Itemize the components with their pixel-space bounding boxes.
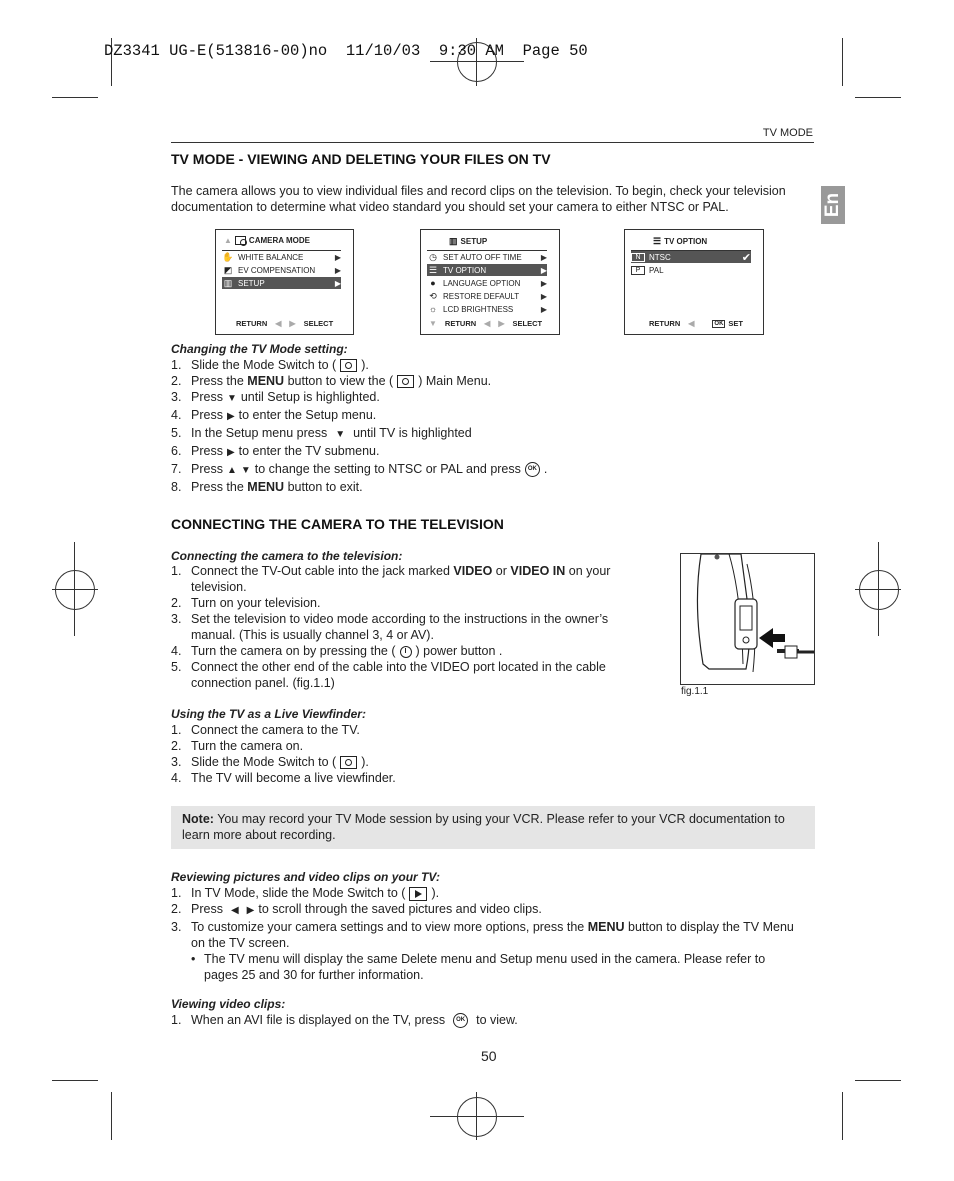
- setup-icon: ▥: [223, 277, 233, 288]
- subheading-connecting: Connecting the camera to the television:: [171, 549, 403, 563]
- right-arrow-icon: ▶: [540, 278, 547, 288]
- list-item: 3. Slide the Mode Switch to ( ).: [171, 755, 369, 769]
- left-arrow-icon: ◀: [688, 319, 695, 328]
- connecting-steps: [171, 563, 641, 691]
- screen-footer: ▼ RETURN ◀ ▶ SELECT: [429, 319, 543, 328]
- screen-title: ☰ TV OPTION: [653, 236, 708, 246]
- language-icon: ●: [430, 278, 436, 288]
- down-arrow-icon: ▼: [335, 429, 346, 440]
- change-mode-steps: [171, 357, 771, 495]
- screen-footer: RETURN ◀ OK SET: [649, 319, 743, 328]
- white-balance-icon: ✋: [222, 251, 234, 262]
- list-item: 5. Connect the other end of the cable into the VIDEO port located in the cable connection panel. (fig.1.1): [171, 660, 606, 690]
- registration-mark-right: [859, 570, 899, 610]
- note-box: [171, 806, 815, 849]
- clock-icon: ◷: [429, 251, 437, 262]
- section-title-tv-mode: TV MODE - VIEWING AND DELETING YOUR FILES ON TV: [171, 151, 551, 167]
- screen-footer: RETURN ◀ ▶ SELECT: [236, 319, 334, 328]
- language-tab-label: En: [822, 192, 843, 218]
- right-arrow-icon: ▶: [226, 411, 235, 422]
- right-arrow-icon: ▶: [540, 291, 547, 301]
- registration-line: [878, 542, 879, 636]
- registration-line: [430, 1116, 524, 1117]
- menu-item-restore-default[interactable]: ⟲ RESTORE DEFAULT ▶: [427, 290, 547, 302]
- list-item: 4. Turn the camera on by pressing the ( ) power button .: [171, 644, 503, 658]
- subheading-change-mode: Changing the TV Mode setting:: [171, 342, 348, 356]
- list-item: 3. Set the television to video mode according to the instructions in the owner’s manual. (This is usually channel 3, 4 or AV).: [171, 612, 609, 642]
- camera-icon: [235, 236, 246, 245]
- tv-option-icon: ☰: [653, 236, 662, 246]
- right-arrow-icon: ▶: [498, 319, 505, 328]
- list-item: 8. Press the MENU button to exit.: [171, 480, 363, 494]
- camera-mode-screen: [215, 229, 354, 335]
- subheading-viewfinder: Using the TV as a Live Viewfinder:: [171, 707, 366, 721]
- list-item: 4. Press ▶ to enter the Setup menu.: [171, 408, 377, 422]
- list-item: 1. In TV Mode, slide the Mode Switch to ( ).: [171, 886, 440, 900]
- menu-item-ntsc[interactable]: N NTSC ✔: [631, 251, 751, 263]
- viewfinder-steps: [171, 722, 641, 786]
- header-rule: [171, 142, 814, 143]
- registration-line: [52, 589, 98, 590]
- ev-icon: ◩: [223, 264, 233, 275]
- list-item: 1. Connect the camera to the TV.: [171, 723, 360, 737]
- note-label: Note:: [182, 812, 214, 826]
- list-item: 3. To customize your camera settings and to view more options, press the MENU button to display the TV Menu on the TV screen.: [171, 920, 794, 950]
- right-arrow-icon: ▶: [246, 905, 255, 916]
- figure-caption: fig.1.1: [681, 686, 709, 697]
- list-item: 2. Turn the camera on.: [171, 739, 304, 753]
- list-item: 2. Press the MENU button to view the ( ) Main Menu.: [171, 374, 492, 388]
- pal-icon: P: [631, 266, 645, 275]
- crop-mark-tr-h: [855, 97, 901, 98]
- registration-mark-left: [55, 570, 95, 610]
- menu-item-tv-option[interactable]: ☰ TV OPTION ▶: [428, 264, 547, 275]
- left-arrow-icon: ◀: [230, 905, 239, 916]
- ok-icon: OK: [714, 320, 724, 327]
- registration-line: [74, 542, 75, 636]
- down-arrow-icon: ▼: [240, 465, 251, 476]
- screen-title: ▥ SETUP: [449, 236, 488, 246]
- screen-title: ▲ CAMERA MODE: [224, 236, 310, 245]
- right-arrow-icon: ▶: [540, 265, 547, 275]
- crop-mark-tr-v: [842, 38, 843, 86]
- left-arrow-icon: ◀: [484, 319, 491, 328]
- tv-option-icon: ☰: [428, 264, 438, 275]
- list-item: 1. When an AVI file is displayed on the TV, press OK to view.: [171, 1013, 518, 1027]
- down-arrow-icon: ▼: [226, 393, 237, 404]
- list-item: • The TV menu will display the same Delete menu and Setup menu used in the camera. Please refer to pages 25 and 30 for further information.: [191, 952, 766, 982]
- list-item: 1. Connect the TV-Out cable into the jack marked VIDEO or VIDEO IN on your television.: [171, 564, 611, 594]
- crop-mark-bl-v: [111, 1092, 112, 1140]
- video-steps: [171, 1012, 771, 1028]
- list-item: 5. In the Setup menu press ▼ until TV is highlighted: [171, 426, 472, 440]
- registration-mark-bottom: [457, 1097, 497, 1137]
- left-arrow-icon: ◀: [275, 319, 282, 328]
- menu-item-lcd-brightness[interactable]: ☼ LCD BRIGHTNESS ▶: [428, 304, 547, 314]
- list-item: 4. The TV will become a live viewfinder.: [171, 771, 396, 785]
- right-arrow-icon: ▶: [334, 265, 341, 275]
- setup-icon: ▥: [449, 236, 458, 246]
- up-arrow-icon: ▲: [224, 236, 232, 245]
- figure-camera-connection: [680, 553, 815, 685]
- list-item: 2. Press ◀ ▶ to scroll through the saved pictures and video clips.: [171, 902, 542, 916]
- note-text: You may record your TV Mode session by using your VCR. Please refer to your VCR documentation to learn more about recording.: [182, 812, 785, 842]
- restore-icon: ⟲: [429, 290, 437, 301]
- section-title-connecting: CONNECTING THE CAMERA TO THE TELEVISION: [171, 516, 504, 532]
- menu-item-language[interactable]: ● LANGUAGE OPTION ▶: [427, 277, 547, 289]
- ok-button-icon: OK: [453, 1013, 468, 1028]
- crop-mark-br-v: [842, 1092, 843, 1140]
- menu-item-ev-compensation[interactable]: ◩ EV COMPENSATION ▶: [223, 264, 341, 275]
- playback-icon: [409, 887, 427, 901]
- power-icon: [400, 646, 412, 658]
- subheading-video: Viewing video clips:: [171, 997, 286, 1011]
- menu-item-pal[interactable]: P PAL: [631, 264, 751, 276]
- menu-item-white-balance[interactable]: ✋ WHITE BALANCE ▶: [222, 251, 341, 262]
- right-arrow-icon: ▶: [540, 252, 547, 262]
- camera-icon: [340, 359, 357, 372]
- list-item: 7. Press ▲ ▼ to change the setting to NTSC or PAL and press OK .: [171, 462, 548, 476]
- reviewing-steps: [171, 885, 796, 983]
- camera-icon: [397, 375, 414, 388]
- list-item: 6. Press ▶ to enter the TV submenu.: [171, 444, 380, 458]
- running-header: TV MODE: [762, 127, 813, 139]
- language-tab: [821, 186, 845, 224]
- up-arrow-icon: ▲: [226, 465, 237, 476]
- subheading-reviewing: Reviewing pictures and video clips on your TV:: [171, 870, 440, 884]
- checkmark-icon: ✔: [741, 251, 751, 264]
- ntsc-icon: N: [631, 253, 645, 262]
- right-arrow-icon: ▶: [334, 252, 341, 262]
- setup-screen: [420, 229, 560, 335]
- ok-button-icon: OK: [525, 462, 540, 477]
- right-arrow-icon: ▶: [540, 304, 547, 314]
- camera-icon: [340, 756, 357, 769]
- right-arrow-icon: ▶: [289, 319, 296, 328]
- camera-cable-illustration: [681, 554, 814, 684]
- registration-line: [430, 61, 524, 62]
- registration-line: [476, 1092, 477, 1140]
- list-item: 2. Turn on your television.: [171, 596, 321, 610]
- brightness-icon: ☼: [428, 304, 438, 314]
- right-arrow-icon: ▶: [334, 278, 341, 288]
- crop-mark-tl-h: [52, 97, 98, 98]
- menu-item-auto-off[interactable]: ◷ SET AUTO OFF TIME ▶: [427, 251, 547, 263]
- intro-paragraph: The camera allows you to view individual files and record clips on the television. To begin, check your television documentation to determine what video standard you should set your camera to either NTSC or PAL.: [171, 184, 786, 214]
- print-slug: DZ3341 UG-E(513816-00)no 11/10/03 9:30 AM Page 50: [104, 42, 588, 60]
- list-item: 3. Press ▼ until Setup is highlighted.: [171, 390, 380, 404]
- down-arrow-icon: ▼: [429, 319, 437, 328]
- page-number: 50: [481, 1048, 497, 1064]
- menu-item-setup[interactable]: ▥ SETUP ▶: [223, 277, 341, 288]
- crop-mark-bl-h: [52, 1080, 98, 1081]
- right-arrow-icon: ▶: [226, 447, 235, 458]
- tv-option-screen: [624, 229, 764, 335]
- crop-mark-br-h: [855, 1080, 901, 1081]
- list-item: 1. Slide the Mode Switch to ( ).: [171, 358, 369, 372]
